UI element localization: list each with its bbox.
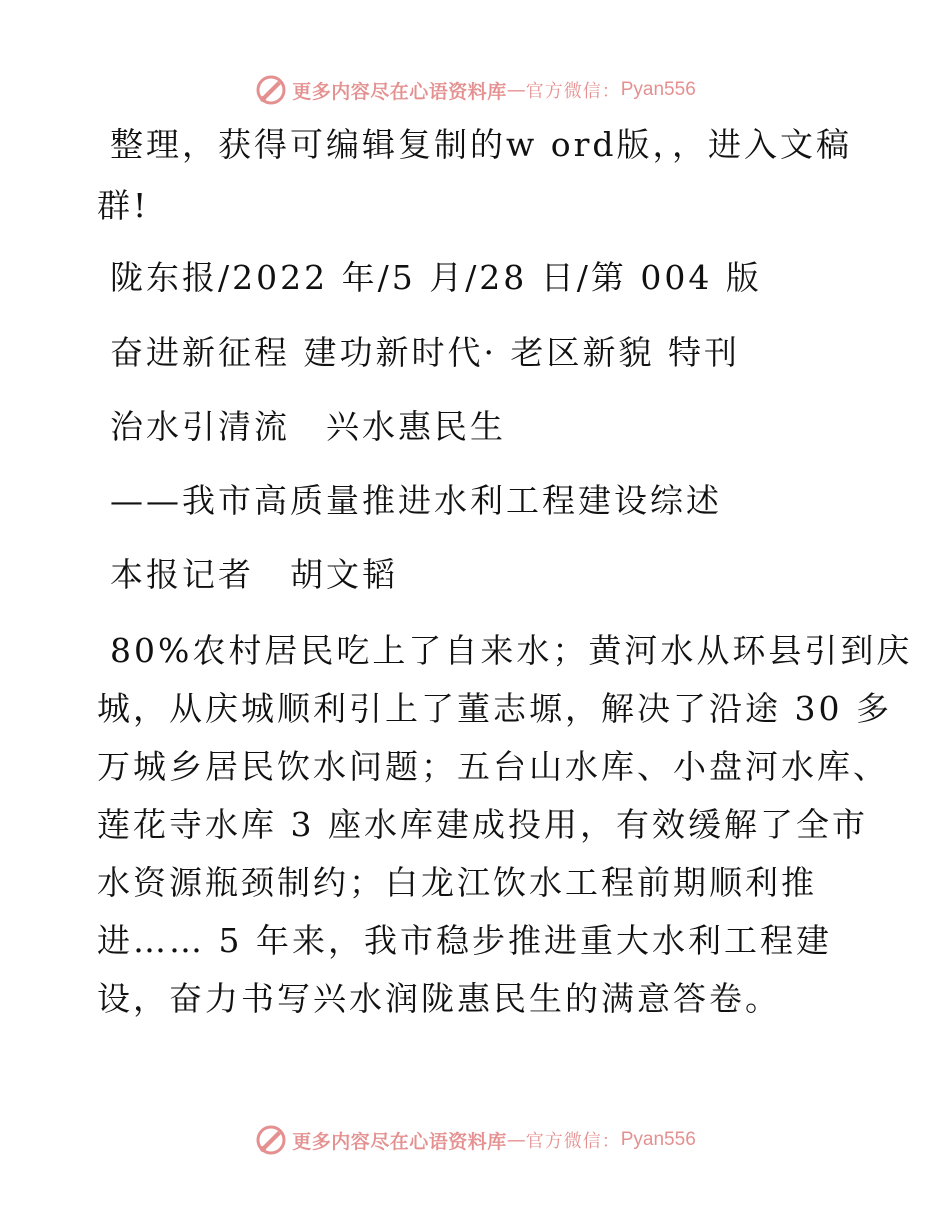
watermark-wechat-id: Pyan556: [620, 79, 696, 100]
byline: 本报记者 胡文韬: [110, 555, 398, 594]
watermark-brand: 更多内容尽在心语资料库: [292, 80, 507, 103]
body-line: 水资源瓶颈制约；白龙江饮水工程前期顺利推: [97, 863, 817, 902]
body-line: 进…… 5 年来，我市稳步推进重大水利工程建: [97, 921, 832, 960]
body-line: 莲花寺水库 3 座水库建成投用，有效缓解了全市: [97, 805, 868, 844]
body-line: 80%农村居民吃上了自来水；黄河水从环县引到庆: [110, 631, 913, 670]
brush-logo-icon: [254, 73, 288, 107]
headline: 治水引清流 兴水惠民生: [110, 407, 506, 446]
watermark-separator: —: [506, 79, 526, 101]
subheadline: ——我市高质量推进水利工程建设综述: [110, 481, 722, 520]
intro-line-2: 群!: [97, 186, 150, 225]
source-line: 陇东报/2022 年/5 月/28 日/第 004 版: [110, 258, 762, 297]
body-line: 设，奋力书写兴水润陇惠民生的满意答卷。: [97, 979, 781, 1018]
watermark-separator: —: [506, 1129, 526, 1151]
footer-watermark: [0, 1120, 950, 1160]
watermark-wechat-label: 官方微信：: [525, 1131, 621, 1152]
header-watermark: [0, 70, 950, 110]
intro-line-1: 整理，获得可编辑复制的w ord版，，进入文稿: [110, 125, 853, 164]
body-line: 城，从庆城顺利引上了董志塬，解决了沿途 30 多: [97, 689, 892, 728]
body-line: 万城乡居民饮水问题；五台山水库、小盘河水库、: [97, 747, 889, 786]
brush-logo-icon: [254, 1123, 288, 1157]
special-issue-line: 奋进新征程 建功新时代· 老区新貌 特刊: [110, 333, 740, 372]
watermark-wechat-label: 官方微信：: [525, 81, 621, 102]
watermark-wechat-id: Pyan556: [620, 1129, 696, 1150]
watermark-brand: 更多内容尽在心语资料库: [292, 1130, 507, 1153]
